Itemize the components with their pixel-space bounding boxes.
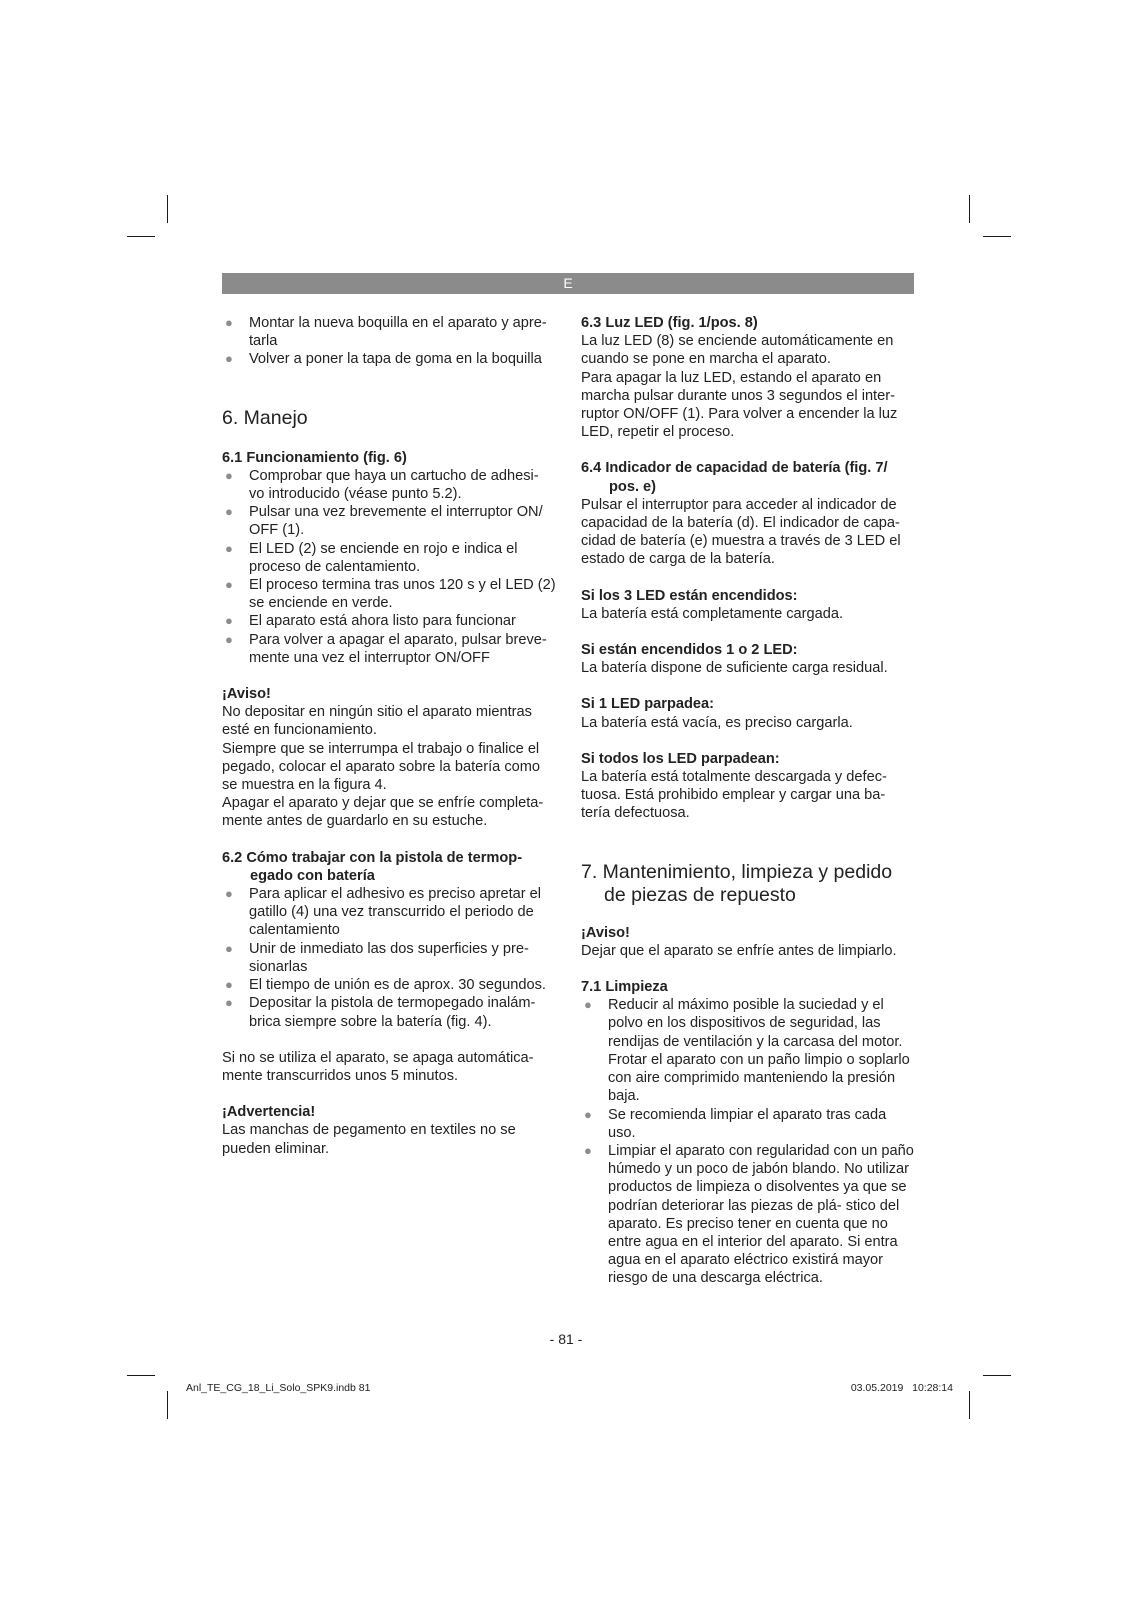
crop-mark-top-right-h xyxy=(983,236,1011,237)
language-header-bar xyxy=(222,273,914,294)
led-state-text: La batería está vacía, es preciso cargarla. xyxy=(581,714,853,731)
bullet-icon: ● xyxy=(225,540,233,556)
bullet-icon: ● xyxy=(584,1106,592,1122)
list-item: ● Montar la nueva boquilla en el aparato y apre- tarla xyxy=(225,315,547,350)
aviso-paragraph: Siempre que se interrumpa el trabajo o finalice el pegado, colocar el aparato sobre la batería como se muestra en la figura 4. xyxy=(222,740,541,794)
led-state-title: Si los 3 LED están encendidos: xyxy=(581,587,798,604)
s71-bullet-list xyxy=(581,996,915,1287)
bullet-icon: ● xyxy=(584,1142,592,1158)
bullet-icon: ● xyxy=(225,315,233,330)
list-item: ● Depositar la pistola de termopegado inalám- brica siempre sobre la batería (fig. 4). xyxy=(225,995,536,1030)
list-item: ● Volver a poner la tapa de goma en la boquilla xyxy=(225,351,542,368)
list-item: ● Para aplicar el adhesivo es preciso apretar el gatillo (4) una vez transcurrido el periodo de calentamiento xyxy=(225,886,542,939)
bullet-icon: ● xyxy=(225,577,233,593)
bullet-icon: ● xyxy=(225,886,233,902)
bullet-icon: ● xyxy=(225,995,233,1011)
s63-paragraph: Para apagar la luz LED, estando el aparato en marcha pulsar durante unos 3 segundos el inter- ruptor ON/OFF (1). Para volver a encender la luz LED, repetir el proceso. xyxy=(581,369,898,441)
footer-filename: Anl_TE_CG_18_Li_Solo_SPK9.indb 81 xyxy=(186,1382,371,1394)
led-state-text: La batería está totalmente descargada y defec- tuosa. Está prohibido emplear y cargar una ba- tería defectuosa. xyxy=(581,769,887,822)
list-item: ● Unir de inmediato las dos superficies y pre- sionarlas xyxy=(225,940,529,975)
list-item: ● El tiempo de unión es de aprox. 30 segundos. xyxy=(225,977,546,994)
intro-bullet-list xyxy=(222,314,556,369)
list-item: ● Limpiar el aparato con regularidad con un paño húmedo y un poco de jabón blando. No utilizar productos de limpieza o disolventes ya que se podrían deteriorar las piezas de plá- stico del aparato. Es preciso tener en cuenta que no entre agua en el interior del aparato. Si entra agua en el aparato eléctrico existirá mayor riesgo de una descarga eléctrica. xyxy=(584,1142,914,1287)
subsection-title-6-1: 6.1 Funcionamiento (fig. 6) xyxy=(222,449,407,466)
list-item: ● El aparato está ahora listo para funcionar xyxy=(225,613,516,630)
led-state-text: La batería está completamente cargada. xyxy=(581,605,844,622)
led-state-title: Si 1 LED parpadea: xyxy=(581,696,715,713)
crop-mark-bottom-right-v xyxy=(969,1391,970,1419)
subsection-title-6-4: 6.4 Indicador de capacidad de batería (fig. 7/ pos. e) xyxy=(581,460,888,495)
subsection-title-6-2: 6.2 Cómo trabajar con la pistola de termop- egado con batería xyxy=(222,849,523,884)
right-column xyxy=(581,314,915,1288)
crop-mark-bottom-left-h xyxy=(127,1375,155,1376)
section-heading-manejo: 6. Manejo xyxy=(222,406,308,429)
advertencia-title: ¡Advertencia! xyxy=(222,1104,316,1121)
list-item: ● Reducir al máximo posible la suciedad y el polvo en los dispositivos de seguridad, las rendijas de ventilación y la carcasa del motor. Frotar el aparato con un paño limpio o soplarlo con aire comprimido manteniendo la presión baja. xyxy=(584,997,910,1105)
bullet-icon: ● xyxy=(225,351,233,367)
aviso-title: ¡Aviso! xyxy=(581,924,630,941)
list-item: ● Para volver a apagar el aparato, pulsar breve- mente una vez el interruptor ON/OFF xyxy=(225,631,547,666)
bullet-icon: ● xyxy=(225,613,233,629)
list-item: ● El proceso termina tras unos 120 s y el LED (2) se enciende en verde. xyxy=(225,577,556,612)
bullet-icon: ● xyxy=(225,504,233,520)
crop-mark-bottom-left-v xyxy=(167,1391,168,1419)
bullet-icon: ● xyxy=(225,631,233,647)
crop-mark-top-left-h xyxy=(127,236,155,237)
page-number: - 81 - xyxy=(549,1331,583,1347)
bullet-icon: ● xyxy=(225,977,233,993)
footer-timestamp: 03.05.2019 10:28:14 xyxy=(850,1382,953,1394)
subsection-title-7-1: 7.1 Limpieza xyxy=(581,979,668,996)
s62-bullet-list xyxy=(222,885,556,1031)
crop-mark-top-left-v xyxy=(167,195,168,223)
s64-paragraph: Pulsar el interruptor para acceder al indicador de capacidad de la batería (d). El indicador de capa- cidad de batería (e) muestra a través de 3 LED el estado de carga de la batería. xyxy=(581,496,901,568)
bullet-icon: ● xyxy=(584,997,592,1013)
s63-paragraph: La luz LED (8) se enciende automáticamente en cuando se pone en marcha el aparato. xyxy=(581,333,894,368)
section-heading-mantenimiento: 7. Mantenimiento, limpieza y pedido de piezas de repuesto xyxy=(581,860,893,906)
list-item: ● Pulsar una vez brevemente el interruptor ON/ OFF (1). xyxy=(225,504,543,539)
led-state-title: Si todos los LED parpadean: xyxy=(581,750,780,767)
left-column xyxy=(222,314,556,1158)
crop-mark-top-right-v xyxy=(969,195,970,223)
aviso-paragraph: No depositar en ningún sitio el aparato mientras esté en funcionamiento. xyxy=(222,704,532,739)
led-state-title: Si están encendidos 1 o 2 LED: xyxy=(581,642,798,659)
bullet-icon: ● xyxy=(225,467,233,483)
aviso-paragraph: Apagar el aparato y dejar que se enfríe completa- mente antes de guardarlo en su estuche. xyxy=(222,795,544,830)
auto-off-note: Si no se utiliza el aparato, se apaga automática- mente transcurridos unos 5 minutos. xyxy=(222,1049,534,1084)
aviso-text: Dejar que el aparato se enfríe antes de limpiarlo. xyxy=(581,942,897,959)
crop-mark-bottom-right-h xyxy=(983,1375,1011,1376)
led-state-text: La batería dispone de suficiente carga residual. xyxy=(581,660,888,677)
list-item: ● Comprobar que haya un cartucho de adhesi- vo introducido (véase punto 5.2). xyxy=(225,467,539,503)
list-item: ● Se recomienda limpiar el aparato tras cada uso. xyxy=(584,1106,887,1141)
aviso-title: ¡Aviso! xyxy=(222,686,271,703)
language-code: E xyxy=(563,275,573,291)
s61-bullet-list xyxy=(222,467,556,667)
advertencia-text: Las manchas de pegamento en textiles no se pueden eliminar. xyxy=(222,1122,516,1157)
list-item: ● El LED (2) se enciende en rojo e indica el proceso de calentamiento. xyxy=(225,540,518,575)
subsection-title-6-3: 6.3 Luz LED (fig. 1/pos. 8) xyxy=(581,315,758,331)
bullet-icon: ● xyxy=(225,940,233,956)
